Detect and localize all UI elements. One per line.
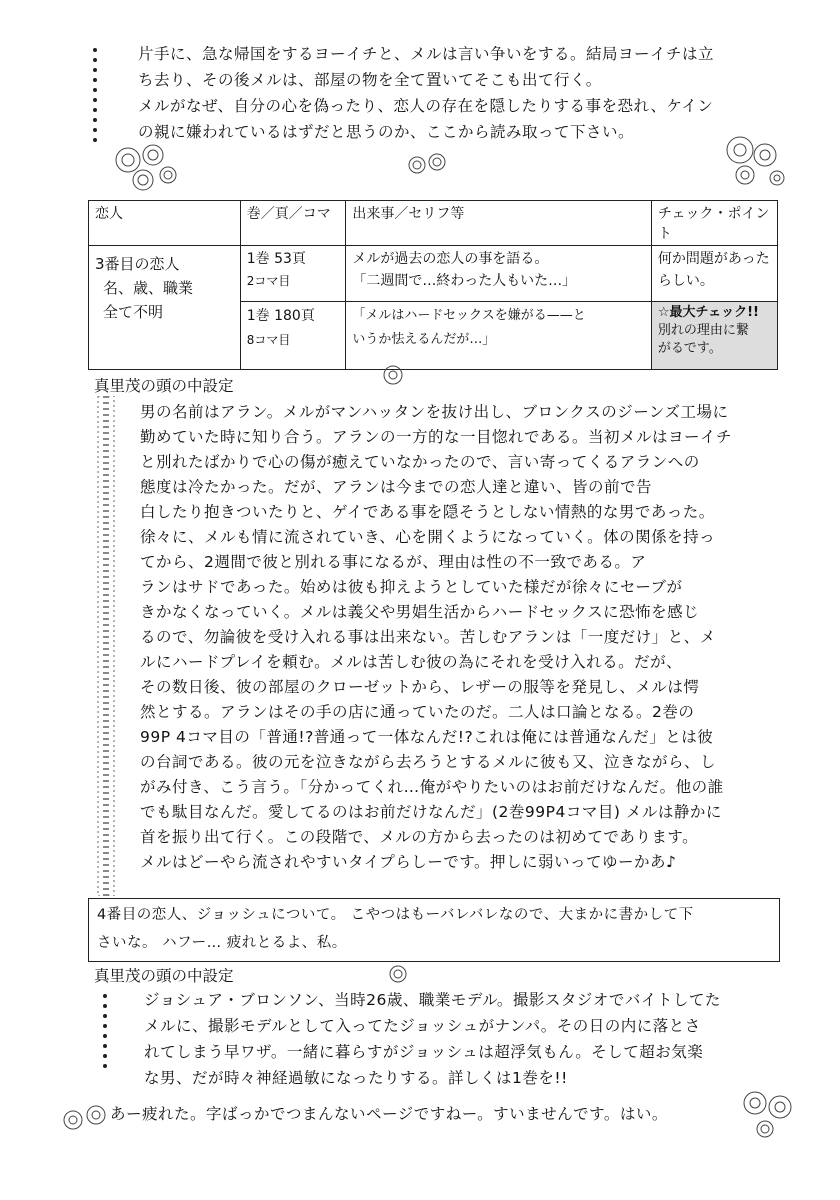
body-line: るので、勿論彼を受け入れる事は出来ない。苦しむアランは「一度だけ」と、メ: [140, 628, 716, 646]
event-cell: [346, 246, 652, 302]
flower-cluster-icon: [735, 1085, 805, 1145]
check-line: 何か問題があった: [657, 251, 770, 267]
intro-line: ち去り、その後メルは、部屋の物を全て置いてそこも出て行く。: [138, 71, 602, 89]
check-cell-highlight: [651, 302, 777, 370]
lover-line: 3番目の恋人: [95, 255, 180, 273]
ref-cell: [240, 246, 346, 302]
body-line: 白したり抱きついたりと、ゲイである事を隠そうとしない情熱的な男であった。: [140, 503, 715, 521]
body-line: の台詞である。彼の元を泣きながら去ろうとするメルに彼も又、泣きながら、し: [140, 753, 717, 771]
table-header: チェック・ポイント: [651, 201, 777, 246]
body-line: メルに、撮影モデルとして入ってたジョッシュがナンパ。その日の内に落とさ: [144, 1017, 701, 1035]
body-line: ジョシュア・ブロンソン、当時26歳、職業モデル。撮影スタジオでバイトしてた: [144, 991, 721, 1009]
flower-small-icon: [386, 962, 410, 986]
note-box: [88, 898, 780, 962]
dot-column-decoration: [88, 42, 102, 148]
check-cell: [651, 246, 777, 302]
body-line: メルはどーやら流されやすいタイプらしーです。押しに弱いってゆーかあ♪: [140, 853, 677, 871]
event-cell: [346, 302, 652, 370]
body-line: 徐々に、メルも情に流されていき、心を開くようになっていく。体の関係を持っ: [140, 528, 716, 546]
flower-small-icon: [405, 150, 455, 180]
ref-line: 8コマ目: [246, 333, 291, 348]
body-line: な男、だが時々神経過敏になったりする。詳しくは1巻を!!: [144, 1069, 568, 1087]
body-line: 勤めていた時に知り合う。アランの一方的な一目惚れである。当初メルはヨーイチ: [140, 428, 733, 446]
section-heading: 真里茂の頭の中設定: [94, 967, 234, 985]
footer-note: あー疲れた。字ばっかでつまんないページですねー。すいませんです。はい。: [110, 1105, 668, 1123]
check-line: がるです。: [657, 341, 722, 357]
body-line: れてしまう早ワザ。一緒に暮らすがジョッシュは超浮気もん。そして超お気楽: [144, 1043, 704, 1061]
event-line: いうか怯えるんだが…」: [352, 332, 496, 348]
body-line: 態度は冷たかった。だが、アランは今までの恋人達と違い、皆の前で告: [140, 478, 653, 496]
flower-cluster-icon: [58, 1100, 118, 1140]
body-line: と別れたばかりで心の傷が癒えていなかったので、言い寄ってくるアランへの: [140, 453, 700, 471]
dot-column-decoration: [98, 988, 112, 1074]
lover-table: [88, 200, 778, 370]
lover-cell: [89, 246, 241, 370]
flower-small-icon: [380, 362, 406, 388]
table-header: 出来事／セリフ等: [346, 201, 652, 246]
ref-line: 1巻 180頁: [246, 308, 315, 325]
body-line: 男の名前はアラン。メルがマンハッタンを抜け出し、ブロンクスのジーンズ工場に: [140, 403, 729, 421]
ref-cell: [240, 302, 346, 370]
table-header: 恋人: [89, 201, 241, 246]
event-line: 「二週間で…終わった人もいた…」: [352, 273, 577, 289]
body-line: がみ付き、こう言う。「分かってくれ…俺がやりたいのはお前だけなんだ。他の誰: [140, 778, 724, 796]
body-line: きかなくなっていく。メルは義父や男娼生活からハードセックスに恐怖を感じ: [140, 603, 700, 621]
body-line: 首を振り出て行く。この段階で、メルの方から去ったのは初めてであります。: [140, 828, 699, 846]
box-line: さいな。 ハフー… 疲れとるよ、私。: [97, 935, 347, 951]
table-header: 巻／頁／コマ: [240, 201, 346, 246]
intro-line: 片手に、急な帰国をするヨーイチと、メルは言い争いをする。結局ヨーイチは立: [138, 45, 715, 63]
ref-line: 2コマ目: [246, 274, 291, 288]
flower-cluster-icon: [108, 140, 188, 195]
event-line: 「メルはハードセックスを嫌がる——と: [352, 308, 586, 324]
ref-line: 1巻 53頁: [246, 251, 306, 267]
check-line: らしい。: [657, 273, 714, 289]
check-line: ☆最大チェック!!: [657, 305, 759, 321]
body-line: でも駄目なんだ。愛してるのはお前だけなんだ」(2巻99P4コマ目) メルは静かに: [140, 803, 722, 821]
body-line: 99P 4コマ目の「普通!?普通って一体なんだ!?これは俺には普通なんだ」とは彼: [140, 728, 714, 746]
box-line: 4番目の恋人、ジョッシュについて。 こやつはもーバレバレなので、大まかに書かして下: [97, 907, 694, 923]
flower-cluster-icon: [715, 130, 795, 190]
body-line: 然とする。アランはその手の店に通っていたのだ。二人は口論となる。2巻の: [140, 703, 695, 721]
event-line: メルが過去の恋人の事を語る。: [352, 251, 549, 267]
intro-line: メルがなぜ、自分の心を偽ったり、恋人の存在を隠したりする事を恐れ、ケイン: [138, 97, 714, 115]
check-line: 別れの理由に繋: [657, 323, 749, 339]
body-line: その数日後、彼の部屋のクローゼットから、レザーの服等を発見し、メルは愕: [140, 678, 700, 696]
intro-line: の親に嫌われているはずだと思うのか、ここから読み取って下さい。: [138, 123, 635, 141]
lover-line: 全て不明: [103, 303, 164, 321]
body-line: てから、2週間で彼と別れる事になるが、理由は性の不一致である。ア: [140, 553, 647, 571]
dotted-border-decoration: [96, 396, 116, 896]
section-heading: 真里茂の頭の中設定: [94, 377, 234, 395]
lover-line: 名、歳、職業: [103, 279, 194, 297]
body-line: ルにハードプレイを頼む。メルは苦しむ彼の為にそれを受け入れる。だが、: [140, 653, 683, 671]
body-line: ランはサドであった。始めは彼も抑えようとしていた様だが徐々にセーブが: [140, 578, 683, 596]
